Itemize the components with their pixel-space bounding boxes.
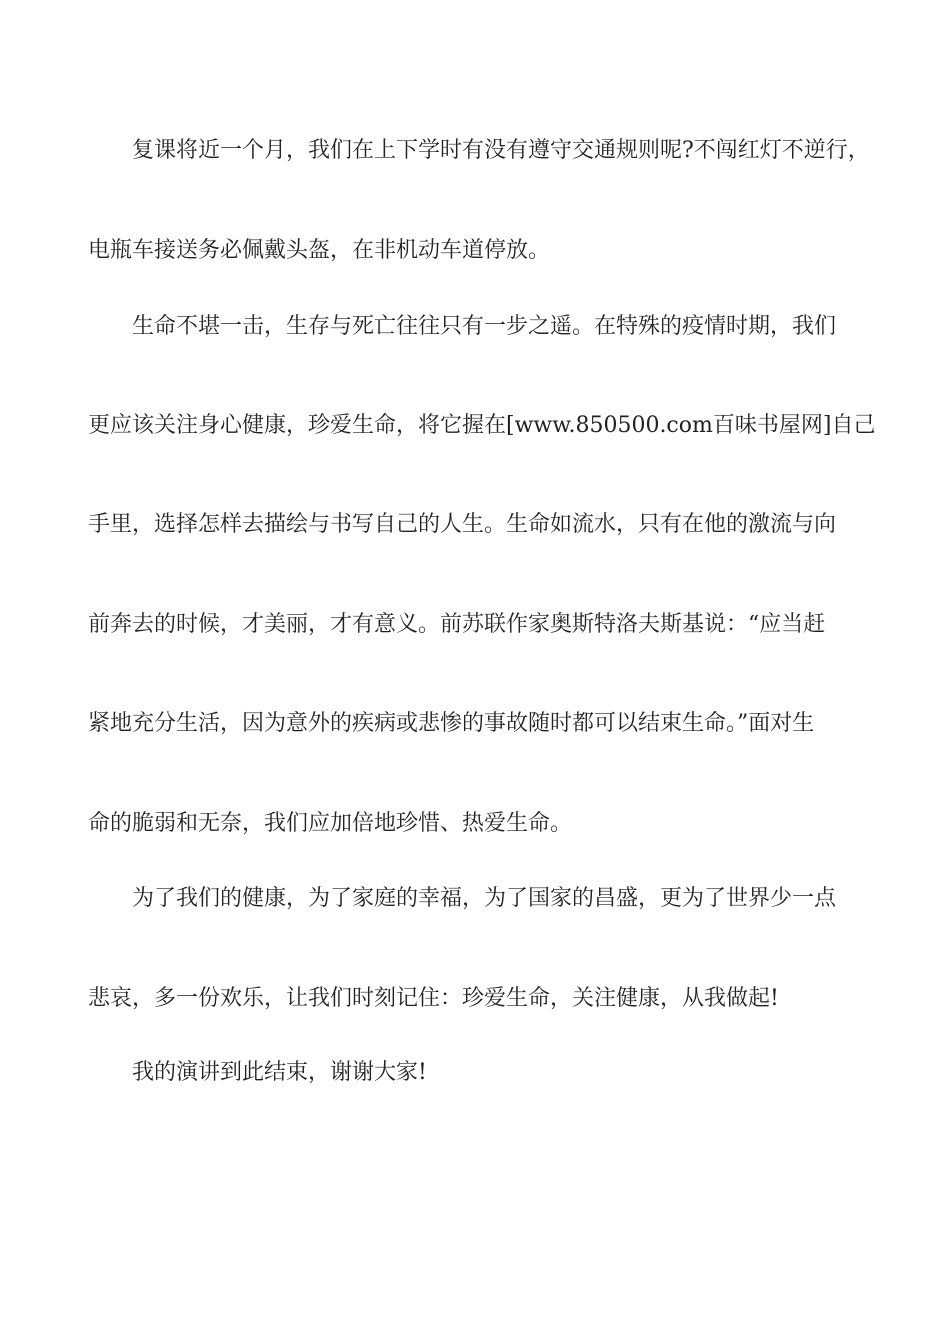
paragraph-4-line-1: 我的演讲到此结束，谢谢大家! (132, 1060, 427, 1085)
paragraph-2-line-1: 生命不堪一击，生存与死亡往往只有一步之遥。在特殊的疫情时期，我们 (132, 314, 837, 339)
paragraph-2-line-3: 手里，选择怎样去描绘与书写自己的人生。生命如流水，只有在他的激流与向 (88, 512, 837, 537)
paragraph-1-line-2: 电瓶车接送务必佩戴头盔，在非机动车道停放。 (88, 238, 551, 263)
paragraph-2-line-2: 更应该关注身心健康，珍爱生命，将它握在[www.850500.com百味书屋网]自己 (88, 413, 876, 438)
paragraph-3-line-1: 为了我们的健康，为了家庭的幸福，为了国家的昌盛，更为了世界少一点 (132, 886, 837, 911)
paragraph-2-line-4: 前奔去的时候，才美丽，才有意义。前苏联作家奥斯特洛夫斯基说：“应当赶 (88, 612, 826, 637)
paragraph-3-line-2: 悲哀，多一份欢乐，让我们时刻记住：珍爱生命，关注健康，从我做起! (88, 986, 779, 1011)
paragraph-2-line-5: 紧地充分生活，因为意外的疾病或悲惨的事故随时都可以结束生命。”面对生 (88, 711, 815, 736)
paragraph-1-line-1: 复课将近一个月，我们在上下学时有没有遵守交通规则呢?不闯红灯不逆行， (132, 138, 870, 163)
paragraph-2-line-6: 命的脆弱和无奈，我们应加倍地珍惜、热爱生命。 (88, 811, 573, 836)
